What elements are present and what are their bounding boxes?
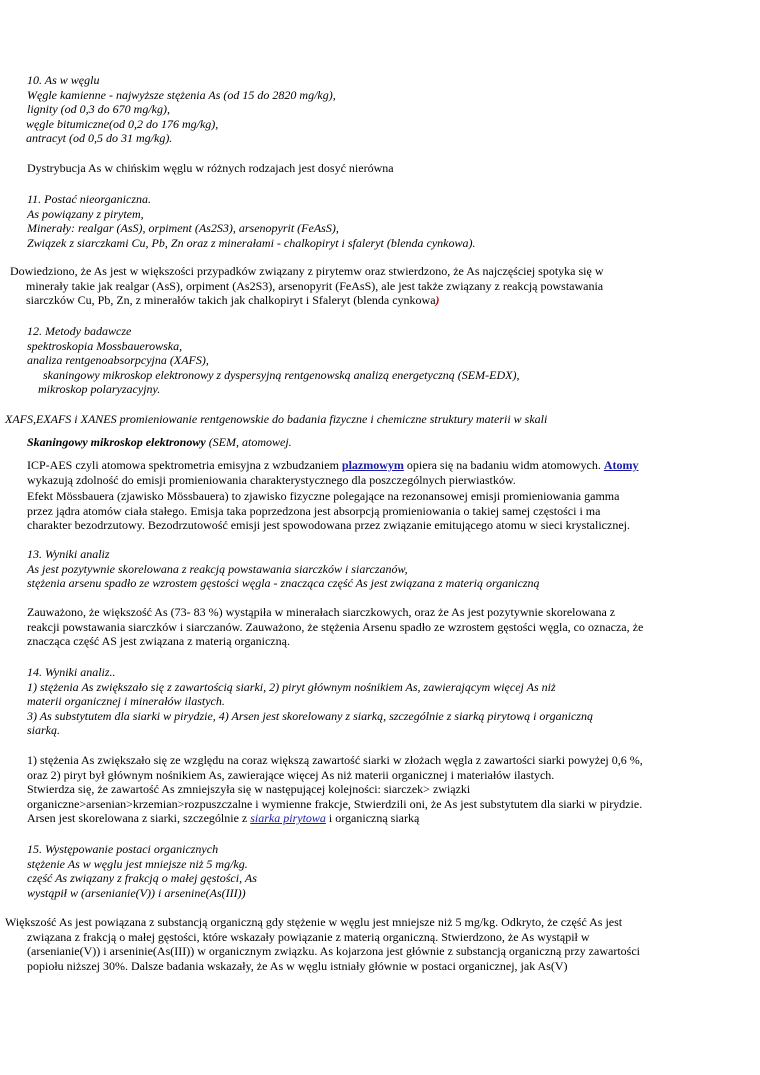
s15-para-line: związana z frakcją o małej gęstości, które wskazały powiązanie z materią organiczną. Stwierdzono, że As wystąpił w xyxy=(27,929,590,944)
section-15-list xyxy=(27,842,257,900)
mossbauer-line: charakter bezodrzutowy. Bezodrzutowość emisji jest spowodowana przez związanie emitującego atomu w sieci krystalicznej. xyxy=(27,518,630,532)
s12-line: mikroskop polaryzacyjny. xyxy=(38,382,161,396)
s14-para-line: Stwierdza się, że zawartość As zmniejszyła się w następującej kolejności: siarczek> związki xyxy=(27,782,471,796)
s14-para-line: oraz 2) piryt był głównym nośnikiem As, zawierające więcej As niż materii organicznej i materiałów ilastych. xyxy=(27,767,555,782)
s11-paragraph xyxy=(10,264,603,308)
section-11-list xyxy=(27,192,476,250)
s12-heading: 12. Metody badawcze xyxy=(27,324,132,338)
s15-heading: 15. Występowanie postaci organicznych xyxy=(27,842,219,856)
sem-line: Skaningowy mikroskop elektronowy (SEM, atomowej. xyxy=(27,435,292,449)
mossbauer-line: przez jądra atomów ciała stałego. Emisja taka poprzedzona jest absorpcją promieniowania o takiej samej częstości i ma xyxy=(27,503,601,518)
s10-line: lignity (od 0,3 do 670 mg/kg), xyxy=(27,102,170,116)
plazmowym-link[interactable]: plazmowym xyxy=(341,458,404,472)
section-14-list xyxy=(27,665,593,738)
s15-line: część As związany z frakcją o małej gęstości, As xyxy=(27,871,257,885)
xafs-line: XAFS,EXAFS i XANES promieniowanie rentgenowskie do badania fizyczne i chemiczne struktury materii w skali xyxy=(5,412,548,426)
section-13-list xyxy=(27,547,540,591)
s11-para-line: Dowiedziono, że As jest w większości przypadków związany z pirytemw oraz stwierdzono, że As najczęściej spotyka się w xyxy=(10,264,604,278)
s11-para-line: siarczków Cu, Pb, Zn, z minerałów takich jak chalkopiryt i Sfaleryt (blenda cynkowa) xyxy=(26,293,440,307)
s11-para-line: minerały takie jak realgar (AsS), orpiment (As2S3), arsenopyrit (FeAsS), ale jest także związany z reakcją powstawania xyxy=(26,278,604,293)
s11-line: Związek z siarczkami Cu, Pb, Zn oraz z minerałami - chalkopiryt i sfaleryt (blenda cynkowa). xyxy=(27,235,476,250)
s13-paragraph xyxy=(27,605,643,649)
s10-line: węgle bitumiczne(od 0,2 do 176 mg/kg), xyxy=(26,116,219,131)
s11-line: Minerały: realgar (AsS), orpiment (As2S3), arsenopyrit (FeAsS), xyxy=(27,221,339,235)
s12-line: spektroskopia Mossbauerowska, xyxy=(27,338,183,353)
s14-line: 1) stężenia As zwiększało się z zawartością siarki, 2) piryt głównym nośnikiem As, zawierającym więcej As niż xyxy=(27,679,556,694)
s14-line: materii organicznej i minerałów ilastych. xyxy=(27,694,225,708)
s14-line: siarką. xyxy=(27,723,60,737)
red-paren: ) xyxy=(435,293,440,307)
s15-line: wystąpił w (arsenianie(V)) i arsenine(As(III)) xyxy=(27,885,246,900)
sem-bold: Skaningowy mikroskop elektronowy xyxy=(27,435,206,449)
s12-line: analiza rentgenoabsorpcyjna (XAFS), xyxy=(27,353,209,367)
s14-line: 3) As substytutem dla siarki w pirydzie, 4) Arsen jest skorelowany z siarką, szczególnie z siarką pirytową i organiczną xyxy=(27,708,593,723)
s15-para-line: (arsenianie(V)) i arseninie(As(III)) w organicznym związku. As kojarzona jest głównie z substancją organiczną przy zawartości xyxy=(27,944,640,958)
s14-heading: 14. Wyniki analiz.. xyxy=(27,665,116,679)
mossbauer-paragraph xyxy=(27,489,630,533)
s10-line: Węgle kamienne - najwyższe stężenia As (od 15 do 2820 mg/kg), xyxy=(27,87,336,102)
s10-heading: 10. As w węglu xyxy=(27,73,100,87)
s11-line: As powiązany z pirytem, xyxy=(27,206,144,221)
s11-heading: 11. Postać nieorganiczna. xyxy=(27,192,151,206)
icp-paragraph xyxy=(27,458,639,487)
s10-paragraph: Dystrybucja As w chińskim węglu w różnych rodzajach jest dosyć nierówna xyxy=(27,161,394,175)
s12-line: skaningowy mikroskop elektronowy z dyspersyjną rentgenowską analizą energetyczną (SEM-EDX), xyxy=(43,367,520,382)
s13-para-line: reakcji powstawania siarczków i siarczanów. Zauważono, że stężenia Arsenu spadło ze wzrostem gęstości węgla, co oznacza, że xyxy=(27,619,644,634)
icp-line: wykazują zdolność do emisji promieniowania charakterystycznego dla poszczególnych pierwiastków. xyxy=(27,472,516,487)
s13-para-line: Zauważono, że większość As (73- 83 %) wystąpiła w minerałach siarczkowych, oraz że As jest pozytywnie skorelowana z xyxy=(27,605,616,619)
siarka-pirytowa-link[interactable]: siarka pirytowa xyxy=(250,811,326,825)
s14-para-line: 1) stężenia As zwiększało się ze względu na coraz większą zawartość siarki w złożach węgla z zawartości siarki powyżej 0,6 %, xyxy=(27,753,643,767)
icp-line: ICP-AES czyli atomowa spektrometria emisyjna z wzbudzaniem plazmowym opiera się na badaniu widm atomowych. Atomy xyxy=(27,458,639,472)
s15-para-line: Większość As jest powiązana z substancją organiczną gdy stężenie w węglu jest mniejsze niż 5 mg/kg. Odkryto, że część As jest xyxy=(5,915,623,929)
s13-line: As jest pozytywnie skorelowana z reakcją powstawania siarczków i siarczanów, xyxy=(27,561,408,576)
s13-line: stężenia arsenu spadło ze wzrostem gęstości węgla - znacząca część As jest związana z materią organiczną xyxy=(27,576,540,590)
s10-line: antracyt (od 0,5 do 31 mg/kg). xyxy=(26,131,173,145)
section-12-list xyxy=(27,324,519,397)
s13-para-line: znacząca część AS jest związana z materią organiczną. xyxy=(27,634,290,648)
atomy-link[interactable]: Atomy xyxy=(603,458,639,472)
s15-para-line: popiołu niższej 30%. Dalsze badania wskazały, że As w węglu istniały głównie w postaci organicznej, jak As(V) xyxy=(27,958,568,973)
mossbauer-line: Efekt Mössbauera (zjawisko Mössbauera) to zjawisko fizyczne polegające na rezonansowej emisji promieniowania gamma xyxy=(27,489,620,503)
s14-paragraph xyxy=(27,753,643,826)
s15-line: stężenie As w węglu jest mniejsze niż 5 mg/kg. xyxy=(27,856,248,871)
section-10-list xyxy=(27,73,336,146)
s15-paragraph xyxy=(5,915,640,973)
s13-heading: 13. Wyniki analiz xyxy=(27,547,110,561)
s14-para-line: Arsen jest skorelowana z siarki, szczególnie z siarka pirytowa i organiczną siarką xyxy=(27,811,420,825)
s14-para-line: organiczne>arsenian>krzemian>rozpuszczalne i wymienne frakcje, Stwierdzili oni, że As jest substytutem dla siarki w pirydzie. xyxy=(27,796,643,811)
